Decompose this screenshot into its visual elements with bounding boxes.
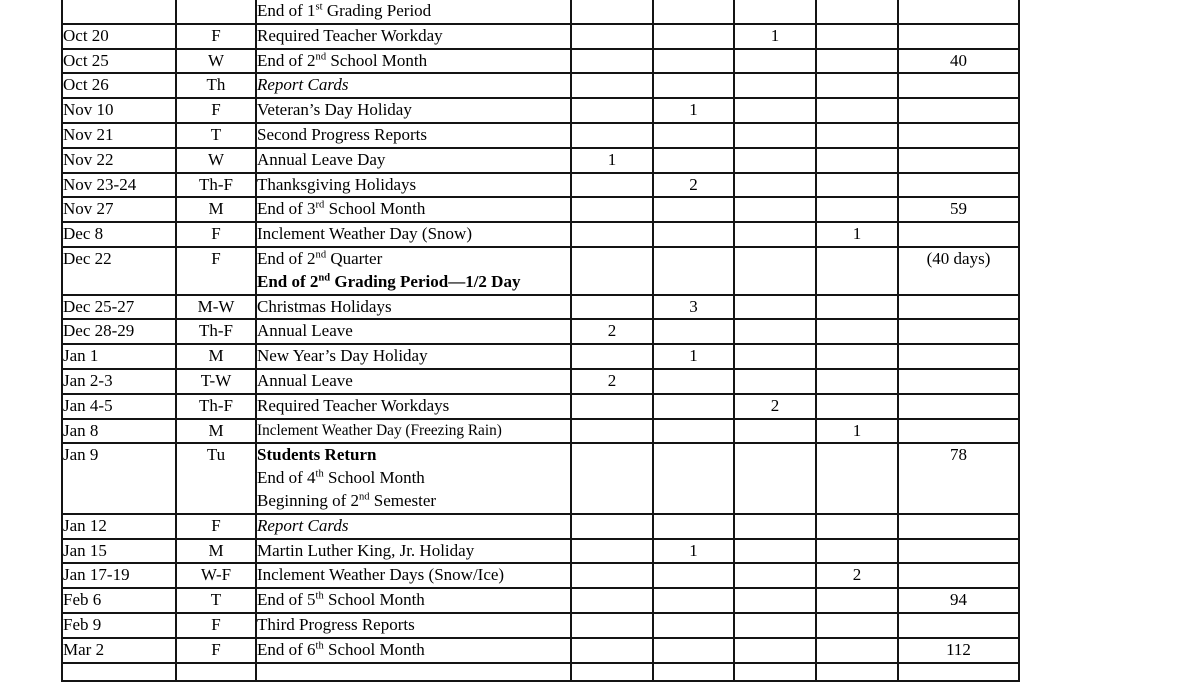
num-cell-1 [571, 295, 653, 320]
num-cell-3 [734, 73, 816, 98]
num-cell-5 [898, 419, 1019, 444]
date-cell: Feb 6 [62, 588, 176, 613]
table-row [62, 222, 1019, 247]
num-cell-5: 112 [898, 638, 1019, 663]
num-cell-1 [571, 49, 653, 74]
date-cell: Nov 21 [62, 123, 176, 148]
num-cell-2 [653, 419, 734, 444]
num-cell-5 [898, 369, 1019, 394]
num-cell-3 [734, 123, 816, 148]
table-row [62, 123, 1019, 148]
date-cell [62, 0, 176, 24]
table-row [62, 638, 1019, 663]
num-cell-5 [898, 24, 1019, 49]
num-cell-3 [734, 638, 816, 663]
num-cell-4 [816, 394, 898, 419]
day-cell: W [176, 49, 256, 74]
description-cell [256, 98, 571, 123]
event-description-line: Third Progress Reports [257, 614, 415, 634]
num-cell-3 [734, 369, 816, 394]
date-cell [62, 663, 176, 681]
day-cell: W-F [176, 563, 256, 588]
num-cell-1 [571, 613, 653, 638]
event-description-line: Report Cards [257, 515, 349, 535]
num-cell-2 [653, 197, 734, 222]
day-cell: Th-F [176, 319, 256, 344]
num-cell-3 [734, 98, 816, 123]
ordinal-superscript: th [315, 640, 324, 652]
day-cell: F [176, 222, 256, 247]
num-cell-4 [816, 539, 898, 564]
num-cell-4 [816, 514, 898, 539]
num-cell-4 [816, 638, 898, 663]
table-row [62, 394, 1019, 419]
event-description-line: End of 1st Grading Period [257, 1, 432, 20]
day-cell: Tu [176, 443, 256, 513]
num-cell-2: 1 [653, 539, 734, 564]
num-cell-3: 2 [734, 394, 816, 419]
date-cell: Oct 25 [62, 49, 176, 74]
event-description-line: Annual Leave [257, 321, 353, 341]
num-cell-4 [816, 197, 898, 222]
date-cell: Jan 2-3 [62, 369, 176, 394]
num-cell-5 [898, 344, 1019, 369]
date-cell: Jan 4-5 [62, 394, 176, 419]
event-description-line: Inclement Weather Day (Freezing Rain) [257, 421, 502, 439]
num-cell-5 [898, 98, 1019, 123]
num-cell-1 [571, 514, 653, 539]
event-description-line: Veteran’s Day Holiday [257, 100, 412, 120]
event-description-line: Beginning of 2nd Semester [257, 490, 437, 510]
table-row [62, 0, 1019, 24]
date-cell: Jan 8 [62, 419, 176, 444]
num-cell-4 [816, 663, 898, 681]
num-cell-2: 2 [653, 173, 734, 198]
num-cell-2 [653, 24, 734, 49]
description-cell [256, 539, 571, 564]
event-description-line: Report Cards [257, 75, 349, 95]
description-cell [256, 222, 571, 247]
day-cell: M [176, 539, 256, 564]
description-cell [256, 148, 571, 173]
num-cell-3 [734, 319, 816, 344]
date-cell: Dec 8 [62, 222, 176, 247]
day-cell [176, 663, 256, 681]
table-row [62, 24, 1019, 49]
event-description-line: End of 2nd Quarter [257, 248, 383, 268]
num-cell-3 [734, 613, 816, 638]
date-cell: Dec 22 [62, 247, 176, 295]
num-cell-1 [571, 638, 653, 663]
date-cell: Oct 26 [62, 73, 176, 98]
day-cell: F [176, 638, 256, 663]
num-cell-5 [898, 295, 1019, 320]
num-cell-2 [653, 369, 734, 394]
day-cell: F [176, 24, 256, 49]
num-cell-5 [898, 148, 1019, 173]
date-cell: Oct 20 [62, 24, 176, 49]
num-cell-5 [898, 563, 1019, 588]
event-description-line: End of 4th School Month [257, 468, 425, 488]
table-row [62, 539, 1019, 564]
ordinal-superscript: st [315, 1, 323, 13]
day-cell: F [176, 514, 256, 539]
num-cell-1 [571, 24, 653, 49]
description-cell [256, 443, 571, 513]
num-cell-4 [816, 0, 898, 24]
num-cell-1: 2 [571, 369, 653, 394]
num-cell-3 [734, 148, 816, 173]
date-cell: Jan 1 [62, 344, 176, 369]
num-cell-3 [734, 222, 816, 247]
date-cell: Nov 10 [62, 98, 176, 123]
num-cell-1 [571, 222, 653, 247]
num-cell-2 [653, 443, 734, 513]
num-cell-1 [571, 0, 653, 24]
num-cell-4 [816, 148, 898, 173]
table-row [62, 319, 1019, 344]
num-cell-3 [734, 295, 816, 320]
event-description-line: End of 6th School Month [257, 639, 425, 659]
day-cell [176, 0, 256, 24]
day-cell: F [176, 613, 256, 638]
num-cell-2 [653, 663, 734, 681]
table-row [62, 663, 1019, 681]
num-cell-4 [816, 247, 898, 295]
num-cell-5 [898, 73, 1019, 98]
description-cell [256, 563, 571, 588]
num-cell-2 [653, 49, 734, 74]
day-cell: F [176, 247, 256, 295]
num-cell-2 [653, 588, 734, 613]
num-cell-5: 78 [898, 443, 1019, 513]
num-cell-2 [653, 613, 734, 638]
num-cell-2 [653, 563, 734, 588]
num-cell-5 [898, 394, 1019, 419]
ordinal-superscript: nd [315, 249, 327, 261]
event-description-line: Christmas Holidays [257, 296, 392, 316]
date-cell: Jan 9 [62, 443, 176, 513]
num-cell-5 [898, 663, 1019, 681]
description-cell [256, 295, 571, 320]
day-cell: T [176, 123, 256, 148]
num-cell-1 [571, 98, 653, 123]
table-row [62, 514, 1019, 539]
ordinal-superscript: nd [315, 50, 327, 62]
num-cell-4 [816, 98, 898, 123]
num-cell-3 [734, 173, 816, 198]
num-cell-4 [816, 123, 898, 148]
day-cell: Th-F [176, 394, 256, 419]
date-cell: Feb 9 [62, 613, 176, 638]
num-cell-4: 1 [816, 419, 898, 444]
event-description-line: End of 3rd School Month [257, 199, 426, 219]
day-cell: M [176, 419, 256, 444]
day-cell: M [176, 197, 256, 222]
num-cell-2 [653, 148, 734, 173]
num-cell-3 [734, 247, 816, 295]
num-cell-5: 40 [898, 49, 1019, 74]
num-cell-4 [816, 173, 898, 198]
num-cell-5 [898, 222, 1019, 247]
num-cell-2 [653, 222, 734, 247]
table-row [62, 563, 1019, 588]
num-cell-2 [653, 73, 734, 98]
num-cell-3 [734, 0, 816, 24]
num-cell-5 [898, 514, 1019, 539]
description-cell [256, 319, 571, 344]
date-cell: Mar 2 [62, 638, 176, 663]
description-cell [256, 344, 571, 369]
date-cell: Nov 23-24 [62, 173, 176, 198]
num-cell-5 [898, 173, 1019, 198]
num-cell-5 [898, 613, 1019, 638]
event-description-line: Annual Leave Day [257, 149, 386, 169]
table-row [62, 247, 1019, 295]
event-description-line: Inclement Weather Days (Snow/Ice) [257, 565, 505, 585]
table-row [62, 613, 1019, 638]
num-cell-1 [571, 344, 653, 369]
date-cell: Nov 27 [62, 197, 176, 222]
num-cell-2 [653, 123, 734, 148]
table-row [62, 197, 1019, 222]
table-row [62, 173, 1019, 198]
table-row [62, 148, 1019, 173]
event-description-line: Required Teacher Workdays [257, 395, 450, 415]
day-cell: W [176, 148, 256, 173]
date-cell: Jan 15 [62, 539, 176, 564]
num-cell-1 [571, 173, 653, 198]
num-cell-1 [571, 563, 653, 588]
num-cell-4 [816, 24, 898, 49]
day-cell: Th [176, 73, 256, 98]
num-cell-4 [816, 49, 898, 74]
table-row [62, 344, 1019, 369]
event-description-line: Martin Luther King, Jr. Holiday [257, 540, 475, 560]
num-cell-4 [816, 344, 898, 369]
date-cell: Dec 25-27 [62, 295, 176, 320]
event-description-line: Inclement Weather Day (Snow) [257, 224, 472, 244]
num-cell-5 [898, 539, 1019, 564]
table-row [62, 73, 1019, 98]
description-cell [256, 588, 571, 613]
num-cell-3 [734, 563, 816, 588]
num-cell-1 [571, 443, 653, 513]
description-cell [256, 73, 571, 98]
event-description-line: Thanksgiving Holidays [257, 174, 417, 194]
num-cell-4 [816, 443, 898, 513]
num-cell-2 [653, 319, 734, 344]
event-description-line: End of 2nd Grading Period—1/2 Day [257, 271, 521, 291]
ordinal-superscript: th [315, 468, 324, 480]
description-cell [256, 613, 571, 638]
num-cell-4: 2 [816, 563, 898, 588]
ordinal-superscript: rd [315, 199, 325, 211]
num-cell-2: 1 [653, 98, 734, 123]
description-cell [256, 247, 571, 295]
description-cell [256, 24, 571, 49]
description-cell [256, 197, 571, 222]
event-description-line: Second Progress Reports [257, 124, 427, 144]
event-description-line: End of 2nd School Month [257, 50, 428, 70]
table-row [62, 98, 1019, 123]
day-cell: Th-F [176, 173, 256, 198]
num-cell-3: 1 [734, 24, 816, 49]
date-cell: Jan 17-19 [62, 563, 176, 588]
event-description-line: Annual Leave [257, 370, 353, 390]
num-cell-1 [571, 663, 653, 681]
num-cell-5: (40 days) [898, 247, 1019, 295]
num-cell-1: 2 [571, 319, 653, 344]
num-cell-5 [898, 0, 1019, 24]
num-cell-3 [734, 344, 816, 369]
day-cell: T [176, 588, 256, 613]
description-cell [256, 638, 571, 663]
num-cell-3 [734, 197, 816, 222]
day-cell: T-W [176, 369, 256, 394]
num-cell-2 [653, 394, 734, 419]
num-cell-3 [734, 588, 816, 613]
description-cell [256, 663, 571, 681]
num-cell-1 [571, 197, 653, 222]
num-cell-1 [571, 394, 653, 419]
num-cell-2 [653, 0, 734, 24]
num-cell-3 [734, 514, 816, 539]
num-cell-2: 1 [653, 344, 734, 369]
num-cell-5: 94 [898, 588, 1019, 613]
num-cell-3 [734, 539, 816, 564]
num-cell-1 [571, 588, 653, 613]
num-cell-1 [571, 539, 653, 564]
table-row [62, 588, 1019, 613]
description-cell [256, 49, 571, 74]
num-cell-3 [734, 663, 816, 681]
ordinal-superscript: th [315, 590, 324, 602]
num-cell-4 [816, 73, 898, 98]
num-cell-4 [816, 588, 898, 613]
event-description-line: Required Teacher Workday [257, 25, 443, 45]
num-cell-1 [571, 123, 653, 148]
day-cell: F [176, 98, 256, 123]
num-cell-5 [898, 319, 1019, 344]
calendar-table [61, 0, 1020, 682]
date-cell: Dec 28-29 [62, 319, 176, 344]
date-cell: Nov 22 [62, 148, 176, 173]
table-row [62, 419, 1019, 444]
num-cell-3 [734, 49, 816, 74]
description-cell [256, 514, 571, 539]
num-cell-2 [653, 247, 734, 295]
num-cell-4 [816, 295, 898, 320]
num-cell-3 [734, 419, 816, 444]
event-description-line: Students Return [257, 445, 377, 465]
num-cell-1 [571, 419, 653, 444]
num-cell-1 [571, 247, 653, 295]
description-cell [256, 369, 571, 394]
table-row [62, 443, 1019, 513]
num-cell-2 [653, 514, 734, 539]
event-description-line: New Year’s Day Holiday [257, 346, 428, 366]
description-cell [256, 123, 571, 148]
num-cell-2: 3 [653, 295, 734, 320]
num-cell-1 [571, 73, 653, 98]
ordinal-superscript: nd [318, 272, 331, 284]
event-description-line: End of 5th School Month [257, 590, 425, 610]
date-cell: Jan 12 [62, 514, 176, 539]
calendar-table-body [62, 0, 1019, 681]
num-cell-4: 1 [816, 222, 898, 247]
num-cell-4 [816, 369, 898, 394]
description-cell [256, 419, 571, 444]
num-cell-5: 59 [898, 197, 1019, 222]
table-row [62, 369, 1019, 394]
num-cell-2 [653, 638, 734, 663]
day-cell: M [176, 344, 256, 369]
num-cell-3 [734, 443, 816, 513]
table-row [62, 49, 1019, 74]
num-cell-4 [816, 613, 898, 638]
table-row [62, 295, 1019, 320]
description-cell [256, 394, 571, 419]
num-cell-5 [898, 123, 1019, 148]
description-cell [256, 173, 571, 198]
ordinal-superscript: nd [359, 491, 370, 503]
description-cell [256, 0, 571, 24]
num-cell-1: 1 [571, 148, 653, 173]
day-cell: M-W [176, 295, 256, 320]
num-cell-4 [816, 319, 898, 344]
